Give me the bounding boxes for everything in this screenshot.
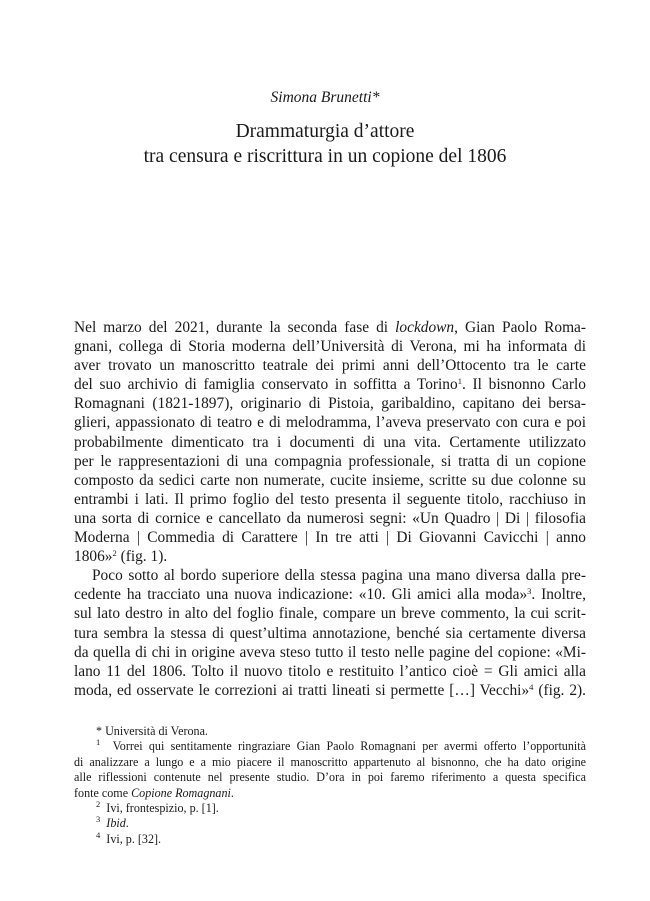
body-line — [74, 375, 586, 394]
footnote-line: alle riflessioni contenute nel presente studio. D’ora in poi faremo riferimento a questa specifica — [74, 770, 586, 785]
body-line: probabilmente dimenticato tra i documenti di una vita. Certamente utilizzato — [74, 433, 586, 451]
footnote-marker: 1 — [96, 737, 101, 748]
footnote-ref[interactable]: 2 — [112, 548, 117, 559]
text-run: . — [230, 785, 234, 800]
title-line-1: Drammaturgia d’attore — [235, 121, 415, 142]
italic-term: lockdown — [395, 319, 455, 336]
body-line: aver trovato un manoscritto teatrale dei primi anni dell’Ottocento tra le carte — [74, 357, 586, 375]
text-run: . Inoltre, — [531, 586, 586, 604]
body-line: sul lato destro in alto del foglio finale, compare un breve commento, la cui scrit- — [74, 605, 586, 623]
footnote-marker: 2 — [96, 799, 101, 810]
title-line-2: tra censura e riscrittura in un copione del 1806 — [143, 146, 507, 167]
text-run: . — [125, 816, 129, 831]
text-run: moda, ed osservate le correzioni ai tratti lineati si permette […] Vecchi» — [74, 681, 530, 699]
body-line: lano 11 del 1806. Tolto il nuovo titolo e restituito l’antico cioè = Gli amici alla — [74, 662, 586, 680]
footnotes — [74, 724, 586, 847]
text-run: , Gian Paolo Roma- — [454, 319, 586, 336]
body-line: glieri, appassionato di teatro e di melodramma, l’aveva preservato con cura e poi — [74, 414, 586, 432]
italic-term: Ibid — [106, 816, 126, 831]
body-line: per le rappresentazioni di una compagnia professionale, si tratta di un copione — [74, 452, 586, 470]
text-run: . Il bisnonno Carlo — [461, 376, 586, 394]
text-run: (fig. 1). — [116, 548, 168, 566]
text-run: (fig. 2). — [533, 681, 586, 699]
body-line — [74, 318, 586, 337]
body-line: entrambi i lati. Il primo foglio del testo presenta il seguente titolo, racchiuso in — [74, 490, 586, 508]
footnote-3 — [74, 816, 586, 831]
footnote-marker: 3 — [96, 814, 101, 825]
italic-term: Copione Romagnani — [131, 785, 231, 800]
text-run: Vorrei qui sentitamente ringraziare Gian Paolo Romagnani per avermi offerto l’opportunità — [112, 739, 586, 754]
body-text — [74, 318, 586, 700]
text-run: 1806» — [74, 548, 113, 566]
body-line: composto da sedici carte non numerate, cucite insieme, scritte su due colonne su — [74, 471, 586, 489]
footnote-ref[interactable]: 1 — [457, 376, 462, 387]
footnote-line — [74, 739, 586, 754]
author-name: Simona Brunetti* — [270, 89, 380, 106]
article-title — [0, 119, 650, 169]
footnote-star: * Università di Verona. — [96, 724, 208, 738]
footnote-marker: 4 — [96, 829, 101, 840]
footnote-ref[interactable]: 4 — [529, 681, 534, 692]
text-run: Ivi, frontespizio, p. [1]. — [106, 801, 219, 816]
body-line: una sorta di cornice e cancellato da numerosi segni: «Un Quadro | Di | filosofia — [74, 509, 586, 527]
footnote-1 — [74, 739, 586, 801]
text-run: del suo archivio di famiglia conservato in soffitta a Torino — [74, 376, 458, 394]
body-line: da quella di chi in origine aveva steso tutto il testo nelle pagine del copione: «Mi- — [74, 643, 586, 661]
paragraph-1 — [74, 318, 586, 566]
text-run: fonte come — [74, 785, 132, 800]
body-line — [74, 547, 586, 566]
body-line — [74, 585, 586, 604]
footnote-4 — [74, 829, 586, 847]
body-line: Moderna | Commedia di Carattere | In tre atti | Di Giovanni Cavicchi | anno — [74, 529, 586, 547]
body-line: tura sembra la stessa di quest’ultima annotazione, benché sia certamente diversa — [74, 624, 586, 642]
body-line: Romagnani (1821-1897), originario di Pistoia, garibaldino, capitano dei bersa- — [74, 395, 586, 413]
footnote-line — [74, 786, 586, 801]
footnote-line: di analizzare a lungo e a mio piacere il manoscritto appartenuto al bisnonno, che ha dato origine — [74, 754, 586, 769]
text-run: Ivi, p. [32]. — [106, 831, 162, 846]
paragraph-2 — [74, 566, 586, 700]
body-line: gnani, collega di Storia moderna dell’Università di Verona, mi ha informata di — [74, 338, 586, 356]
text-run: cedente ha tracciato una nuova indicazione: «10. Gli amici alla moda» — [74, 586, 528, 604]
footnote-2 — [74, 801, 586, 816]
body-line — [74, 681, 586, 700]
footnote-ref[interactable]: 3 — [527, 586, 532, 597]
text-run: Nel marzo del 2021, durante la seconda fase di — [74, 319, 396, 336]
body-line: Poco sotto al bordo superiore della stessa pagina una mano diversa dalla pre- — [92, 567, 586, 585]
